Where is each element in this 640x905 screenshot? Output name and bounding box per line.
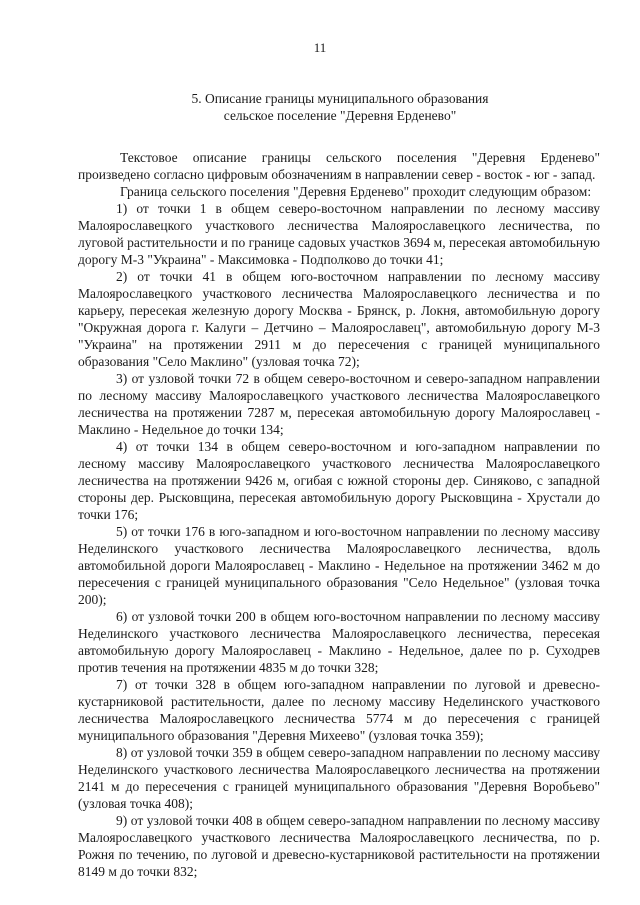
boundary-segment-6: 6) от узловой точки 200 в общем юго-восточном направлении по лесному массиву Неделинского участкового лесничества Малоярославецкого лесничества, пересекая автомобильную дорогу Малоярославец - Маклино - Недельное, далее по р. Суходрев против течения на протяжении 4835 м до точки 328;	[78, 609, 600, 675]
boundary-segment-1: 1) от точки 1 в общем северо-восточном направлении по лесному массиву Малоярославецкого участкового лесничества Малоярославецкого лесничества, по луговой растительности и по границе садовых участков 3694 м, пересекая автомобильную дорогу М-3 "Украина" - Максимовка - Подполково до точки 41;	[78, 201, 600, 267]
boundary-segment-3: 3) от узловой точки 72 в общем северо-восточном и северо-западном направлении по лесному массиву Малоярославецкого участкового лесничества Малоярославецкого лесничества на протяжении 7287 м, пересекая автомобильную дорогу Малоярославец - Маклино - Недельное до точки 134;	[78, 371, 600, 437]
boundary-segment-4: 4) от точки 134 в общем северо-восточном и юго-западном направлении по лесному массиву Малоярославецкого участкового лесничества Малоярославецкого лесничества на протяжении 9426 м, огибая с южной стороны дер. Синяково, с западной стороны дер. Рысковщина, пересекая автомобильную дорогу Рысковщина - Хрустали до точки 176;	[78, 439, 600, 522]
intro-paragraph: Граница сельского поселения "Деревня Ерденево" проходит следующим образом:	[120, 184, 592, 199]
boundary-segment-7: 7) от точки 328 в общем юго-западном направлении по луговой и древесно-кустарниковой растительности, далее по лесному массиву Неделинского участкового лесничества Малоярославецкого лесничества 5774 м до пересечения с границей муниципального образования "Деревня Михеево" (узловая точка 359);	[78, 677, 600, 743]
boundary-segment-2: 2) от точки 41 в общем юго-восточном направлении по лесному массиву Малоярославецкого участкового лесничества Малоярославецкого лесничества и по карьеру, пересекая железную дорогу Москва - Брянск, р. Локня, автомобильную дорогу "Окружная дорога г. Калуги – Детчино – Малоярославец", автомобильную дорогу М-3 "Украина" на протяжении 2911 м до пересечения с границей муниципального образования "Село Маклино" (узловая точка 72);	[78, 269, 600, 369]
page-number: 11	[313, 40, 327, 55]
section-heading	[80, 90, 600, 124]
boundary-segment-9: 9) от узловой точки 408 в общем северо-западном направлении по лесному массиву Малоярославецкого участкового лесничества Малоярославецкого лесничества, по р. Рожня по течению, по луговой и древесно-кустарниковой растительности на протяжении 8149 м до точки 832;	[78, 813, 600, 879]
intro-paragraph: Текстовое описание границы сельского поселения "Деревня Ерденево" произведено согласно цифровым обозначениям в направлении север - восток - юг - запад.	[78, 150, 600, 182]
boundary-segment-8: 8) от узловой точки 359 в общем северо-западном направлении по лесному массиву Неделинского участкового лесничества Малоярославецкого лесничества на протяжении 2141 м до пересечения с границей муниципального образования "Деревня Воробьево" (узловая точка 408);	[78, 745, 600, 811]
section-heading-line-2: сельское поселение "Деревня Ерденево"	[223, 108, 457, 123]
section-heading-line-1: 5. Описание границы муниципального образования	[191, 91, 489, 106]
boundary-segment-5: 5) от точки 176 в юго-западном и юго-восточном направлении по лесному массиву Неделинского участкового лесничества Малоярославецкого лесничества, вдоль автомобильной дороги Малоярославец - Маклино - Недельное на протяжении 3462 м до пересечения с границей муниципального образования "Село Недельное" (узловая точка 200);	[78, 524, 600, 607]
document-body	[78, 149, 600, 880]
